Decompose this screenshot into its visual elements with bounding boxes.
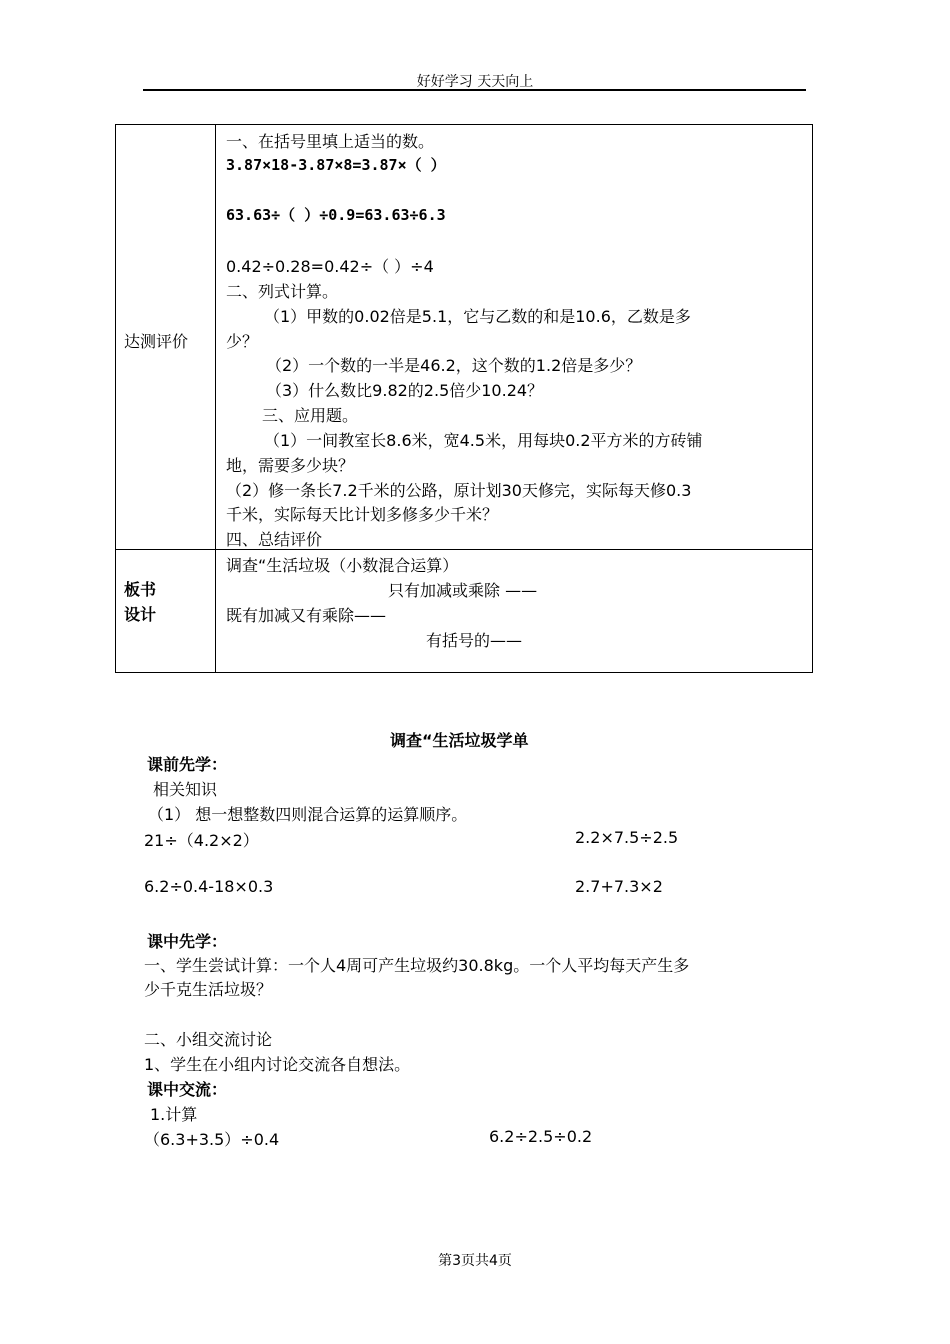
- pre-study-heading: 课前先学：: [147, 755, 228, 774]
- assess-line: 三、应用题。: [262, 406, 359, 425]
- row-label-board-2: 设计: [124, 605, 157, 624]
- table-column-divider: [215, 125, 216, 672]
- assess-line: 千米，实际每天比计划多修多少千米？: [226, 505, 499, 524]
- assess-line: （2）修一条长7.2千米的公路，原计划30天修完，实际每天修0.3: [226, 481, 692, 500]
- expression: 2.2×7.5÷2.5: [575, 828, 679, 847]
- group-discussion-heading: 二、小组交流讨论: [144, 1030, 273, 1049]
- assess-line: （1）甲数的0.02倍是5.1，它与乙数的和是10.6，乙数是多: [264, 307, 691, 326]
- assess-line: （1）一间教室长8.6米，宽4.5米，用每块0.2平方米的方砖铺: [264, 431, 703, 450]
- assess-line: 63.63÷（ ）÷0.9=63.63÷6.3: [226, 206, 446, 224]
- related-knowledge: 相关知识: [153, 780, 218, 799]
- page-number: 第3页共4页: [438, 1253, 512, 1269]
- row-label-board-1: 板书: [124, 580, 157, 599]
- assess-line: 四、总结评价: [226, 530, 323, 549]
- calc-label: 1.计算: [150, 1105, 198, 1124]
- board-line: 有括号的——: [426, 631, 523, 650]
- in-class-study-heading: 课中先学：: [147, 932, 228, 951]
- expression: 2.7+7.3×2: [575, 877, 663, 896]
- header-divider: [143, 89, 806, 91]
- assess-line: 一、在括号里填上适当的数。: [226, 132, 435, 151]
- table-row-divider: [116, 549, 812, 550]
- board-line: 既有加减又有乘除——: [226, 606, 387, 625]
- assess-line: 少？: [226, 332, 259, 351]
- assess-line: （2）一个数的一半是46.2，这个数的1.2倍是多少？: [266, 356, 642, 375]
- assess-line: 地，需要多少块？: [226, 456, 355, 475]
- try-calc-line: 少千克生活垃圾？: [144, 980, 273, 999]
- assess-line: 3.87×18-3.87×8=3.87×（ ）: [226, 156, 446, 174]
- lesson-table: [115, 124, 813, 673]
- question-1: （1） 想一想整数四则混合运算的运算顺序。: [148, 805, 468, 824]
- try-calc-line: 一、学生尝试计算：一个人4周可产生垃圾约30.8kg。一个人平均每天产生多: [144, 956, 690, 975]
- page-header-title: 好好学习 天天向上: [416, 74, 534, 90]
- group-discussion-line: 1、学生在小组内讨论交流各自想法。: [144, 1055, 411, 1074]
- expression: 6.2÷2.5÷0.2: [489, 1127, 593, 1146]
- assess-line: 0.42÷0.28=0.42÷（ ）÷4: [226, 257, 434, 276]
- expression: 6.2÷0.4-18×0.3: [144, 877, 274, 896]
- board-line: 只有加减或乘除 ——: [388, 581, 538, 600]
- expression: 21÷（4.2×2）: [144, 831, 259, 850]
- board-line: 调查“生活垃圾（小数混合运算）: [226, 556, 459, 575]
- assess-line: （3）什么数比9.82的2.5倍少10.24？: [266, 381, 544, 400]
- row-label-assessment: 达测评价: [124, 332, 189, 351]
- assess-line: 二、列式计算。: [226, 282, 339, 301]
- worksheet-title: 调查“生活垃圾学单: [390, 731, 529, 750]
- expression: （6.3+3.5）÷0.4: [144, 1130, 280, 1149]
- exchange-heading: 课中交流：: [147, 1080, 228, 1099]
